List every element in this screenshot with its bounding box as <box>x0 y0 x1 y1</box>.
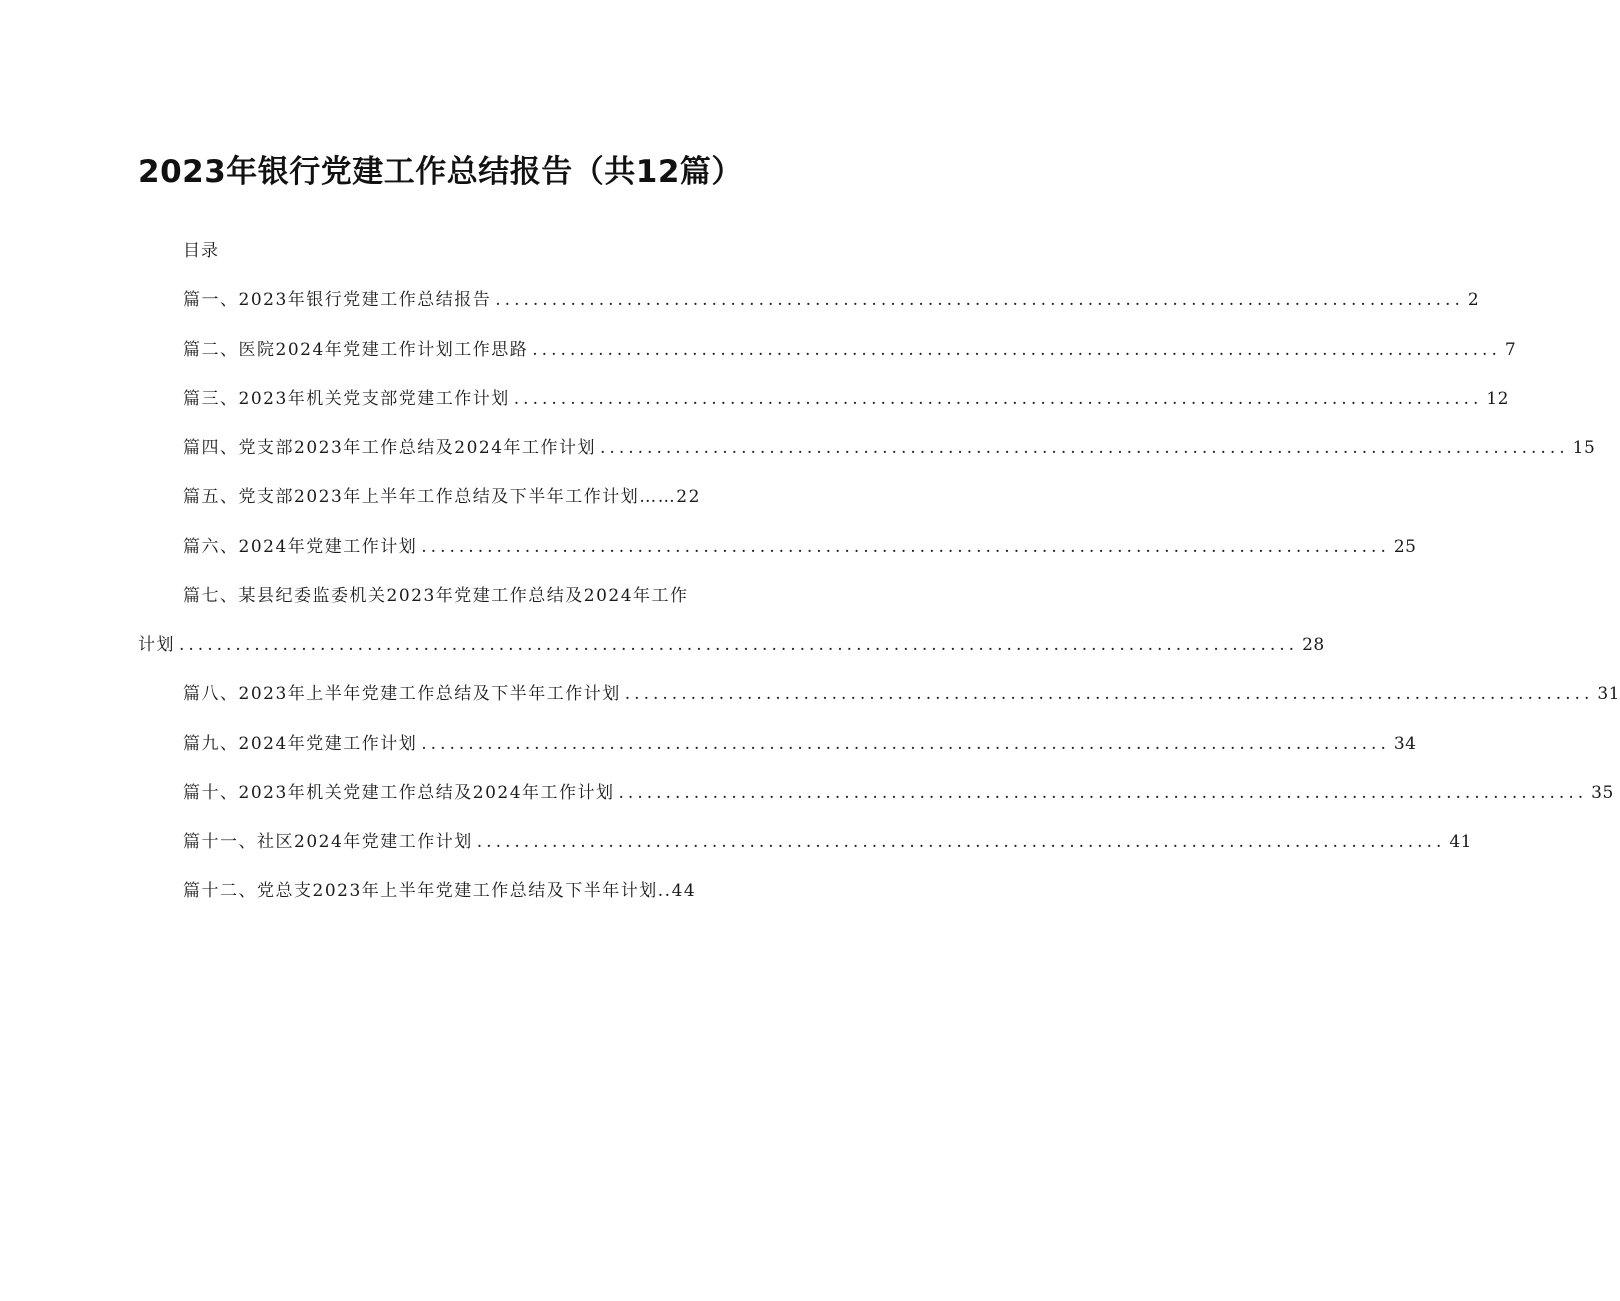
toc-dot-leader: ....................................................................................................... <box>513 389 1483 409</box>
toc-entry-4[interactable] <box>183 433 1596 459</box>
toc-entry-9[interactable] <box>183 729 1417 755</box>
toc-dot-leader: ....................................................................................................... <box>421 537 1390 557</box>
toc-dot-leader: ....................................................................................................... <box>421 734 1390 754</box>
toc-entry-6[interactable] <box>183 532 1417 558</box>
toc-heading: 目录 <box>183 241 219 261</box>
toc-entry-text: 篇十二、党总支2023年上半年党建工作总结及下半年计划..44 <box>183 881 697 901</box>
toc-entry-label: 篇七、某县纪委监委机关2023年党建工作总结及2024年工作 <box>183 586 689 606</box>
toc-entry-label: 篇三、2023年机关党支部党建工作计划 <box>183 389 510 409</box>
toc-entry-7-line1[interactable] <box>183 581 776 607</box>
toc-entry-1[interactable] <box>183 285 1480 311</box>
toc-page-number: 31 <box>1597 684 1620 704</box>
toc-entry-label-continued: 计划 <box>138 635 175 655</box>
toc-page-number: 41 <box>1449 832 1472 852</box>
toc-entry-label: 篇四、党支部2023年工作总结及2024年工作计划 <box>183 438 597 458</box>
toc-entry-10[interactable] <box>183 778 1614 804</box>
toc-page-number: 35 <box>1591 783 1614 803</box>
toc-entry-label: 篇六、2024年党建工作计划 <box>183 537 418 557</box>
toc-entry-text: 篇五、党支部2023年上半年工作总结及下半年工作计划……22 <box>183 487 701 507</box>
toc-entry-label: 篇十一、社区2024年党建工作计划 <box>183 832 473 852</box>
toc-page-number: 7 <box>1504 340 1517 360</box>
toc-page-number: 25 <box>1393 537 1417 557</box>
toc-page-number: 34 <box>1393 734 1417 754</box>
toc-entry-7-line2[interactable] <box>138 630 1325 656</box>
toc-entry-8[interactable] <box>183 679 1620 705</box>
toc-entry-11[interactable] <box>183 827 1472 853</box>
toc-page-number: 15 <box>1572 438 1596 458</box>
toc-page-number: 28 <box>1302 635 1325 655</box>
toc-page-number: 2 <box>1467 290 1480 310</box>
toc-entry-label: 篇九、2024年党建工作计划 <box>183 734 418 754</box>
toc-dot-leader: ....................................................................................................... <box>476 832 1446 852</box>
document-title: 2023年银行党建工作总结报告（共12篇） <box>138 154 743 190</box>
toc-entry-label: 篇十、2023年机关党建工作总结及2024年工作计划 <box>183 783 615 803</box>
toc-dot-leader: ....................................................................................................... <box>600 438 1569 458</box>
toc-entry-12[interactable] <box>183 876 776 902</box>
toc-entry-label: 篇一、2023年银行党建工作总结报告 <box>183 290 492 310</box>
toc-entry-2[interactable] <box>183 335 1517 361</box>
toc-dot-leader: ....................................................................................................... <box>495 290 1464 310</box>
toc-dot-leader: ....................................................................................................... <box>618 783 1588 803</box>
toc-entry-label: 篇二、医院2024年党建工作计划工作思路 <box>183 340 529 360</box>
toc-entry-3[interactable] <box>183 384 1509 410</box>
toc-dot-leader: ....................................................................................................... <box>624 684 1594 704</box>
toc-dot-leader: ....................................................................................................... <box>532 340 1501 360</box>
toc-entry-label: 篇八、2023年上半年党建工作总结及下半年工作计划 <box>183 684 621 704</box>
toc-dot-leader: ....................................................................................................................... <box>179 635 1299 655</box>
toc-entry-5[interactable] <box>183 482 776 508</box>
toc-page-number: 12 <box>1486 389 1509 409</box>
